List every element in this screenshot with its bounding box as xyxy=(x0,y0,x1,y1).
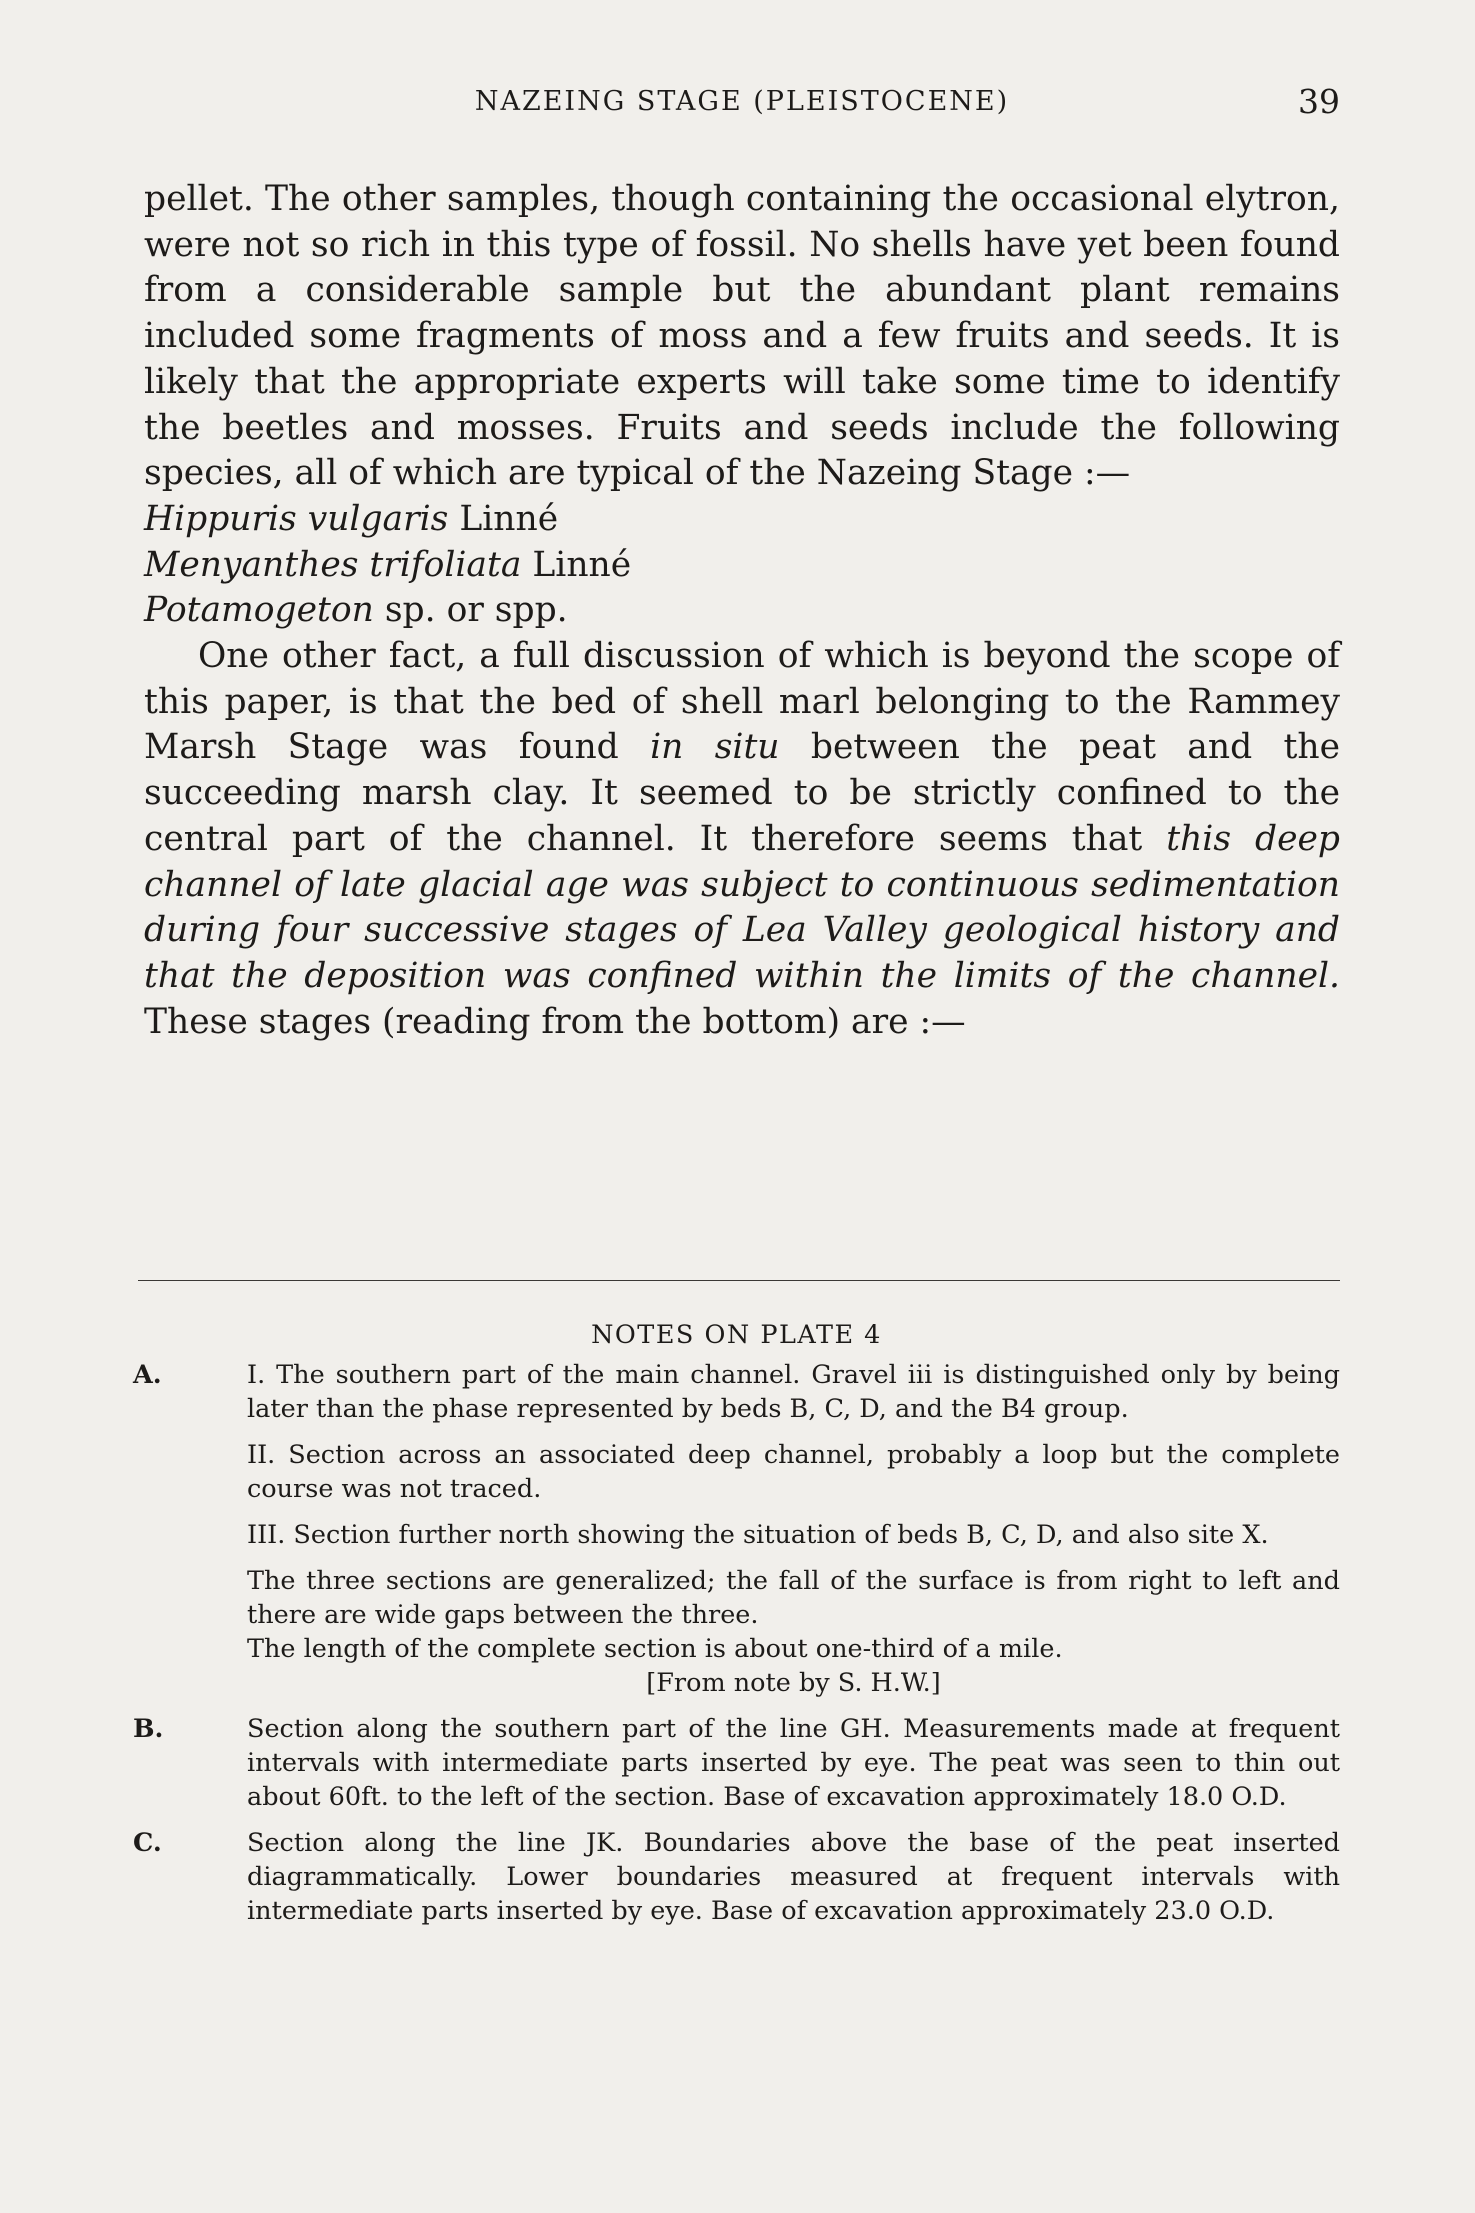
note-a-para-3: III. Section further north showing the situation of beds B, C, D, and also site X. xyxy=(247,1520,1269,1550)
species-item xyxy=(144,543,1340,589)
note-a-para-2: II. Section across an associated deep channel, probably a loop but the complete course was not traced. xyxy=(247,1440,1340,1504)
species-authority: Linné xyxy=(532,544,632,585)
note-letter: B. xyxy=(133,1714,164,1744)
paragraph-1: pellet. The other samples, though containing the occasional elytron, were not so rich in this type of fossil. No shells have yet been found from a considerable sample but the abundant plant remains included some fragments of moss and a few fruits and seeds. It is likely that the appropriate experts will take some time to identify the beetles and mosses. Fruits and seeds include the following species, all of which are typical of the Nazeing Stage :— xyxy=(144,179,1340,494)
paragraph-2-italic-in-situ: in situ xyxy=(650,727,780,768)
species-name: Menyanthes trifoliata xyxy=(144,544,522,585)
species-name: Hippuris vulgaris xyxy=(144,498,449,539)
species-authority: Linné xyxy=(459,498,559,539)
paragraph-2 xyxy=(144,634,1340,1045)
running-title: NAZEING STAGE (PLEISTOCENE) xyxy=(474,86,1010,117)
note-a xyxy=(133,1358,1340,1700)
species-item xyxy=(144,497,1340,543)
species-item xyxy=(144,588,1340,634)
species-authority: sp. or spp. xyxy=(384,590,568,631)
paragraph-2-italic-emphasis: this deep channel of late glacial age was subject to continuous sedimentation during four successive stages of Lea Valley geological history and that the deposition was confined within the limits of the channel. xyxy=(144,818,1340,996)
paragraph-2-text-e: These stages (reading from the bottom) are :— xyxy=(144,1001,966,1042)
note-c-text: Section along the line JK. Boundaries above the base of the peat inserted diagrammatically. Lower boundaries measured at frequent intervals with intermediate parts inserted by eye. Base of excavation approximately 23.0 O.D. xyxy=(247,1828,1340,1926)
note-a-para-5: The length of the complete section is about one-third of a mile. xyxy=(247,1634,1063,1664)
running-header xyxy=(144,82,1340,132)
paragraph-2-text-c: between the peat and the succeeding marsh clay. It seemed to be strictly confined to the central part of the channel. It therefore seems that xyxy=(144,727,1340,859)
note-letter: A. xyxy=(133,1360,162,1390)
paragraph-2-text-a: One other fact, a full discussion of which is beyond the scope of this paper, is that the bed of shell marl belonging to the Rammey Marsh Stage was found xyxy=(144,636,1340,768)
note-a-para-4: The three sections are generalized; the fall of the surface is from right to left and there are wide gaps between the three. xyxy=(247,1566,1340,1630)
body-text xyxy=(144,177,1340,1045)
page-number: 39 xyxy=(1298,82,1340,121)
plate-notes xyxy=(133,1318,1340,1928)
note-b xyxy=(133,1712,1340,1814)
note-c xyxy=(133,1826,1340,1928)
note-source: [From note by S. H.W.] xyxy=(646,1668,941,1698)
note-a-para-1: I. The southern part of the main channel. Gravel iii is distinguished only by being later than the phase represented by beds B, C, D, and the B4 group. xyxy=(247,1360,1340,1424)
species-name: Potamogeton xyxy=(144,590,374,631)
note-letter: C. xyxy=(133,1828,162,1858)
notes-title: NOTES ON PLATE 4 xyxy=(591,1320,882,1350)
divider-rule xyxy=(138,1280,1340,1281)
note-b-text: Section along the southern part of the line GH. Measurements made at frequent intervals with intermediate parts inserted by eye. The peat was seen to thin out about 60ft. to the left of the section. Base of excavation approximately 18.0 O.D. xyxy=(247,1714,1340,1812)
